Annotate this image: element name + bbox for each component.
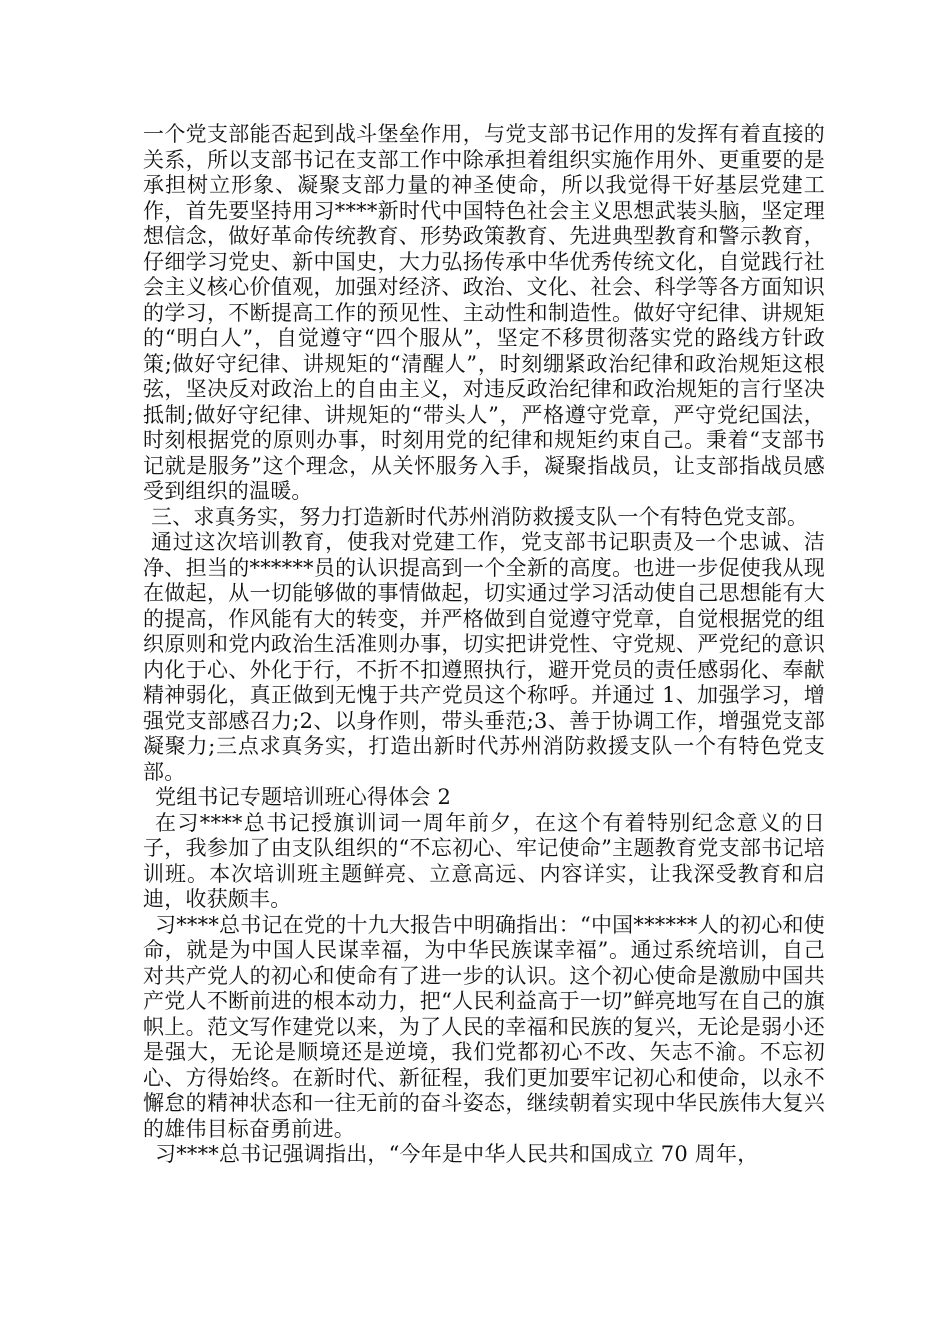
document-body [143, 122, 825, 1168]
paragraph-original-mission: 习****总书记在党的十九大报告中明确指出：“中国******人的初心和使命，就是为中国人民谋幸福，为中华民族谋幸福”。通过系统培训，自己对共产党人的初心和使命有了进一步的认识。这个初心使命是激励中国共产党人不断前进的根本动力，把“人民利益高于一切”鲜亮地写在自己的旗帜上。范文写作建党以来，为了人民的幸福和民族的复兴，无论是弱小还是强大，无论是顺境还是逆境，我们党都初心不改、矢志不渝。不忘初心、方得始终。在新时代、新征程，我们更加要牢记初心和使命，以永不懈怠的精神状态和一往无前的奋斗姿态，继续朝着实现中华民族伟大复兴的雄伟目标奋勇前进。 [143, 912, 825, 1141]
paragraph-training-intro: 在习****总书记授旗训词一周年前夕，在这个有着特别纪念意义的日子，我参加了由支队组织的“不忘初心、牢记使命”主题教育党支部书记培训班。本次培训班主题鲜亮、立意高远、内容详实，让我深受教育和启迪，收获颇丰。 [143, 810, 825, 911]
paragraph-70th-anniversary: 习****总书记强调指出，“今年是中华人民共和国成立 70 周年， [155, 1142, 759, 1166]
paragraph-party-branch-role: 一个党支部能否起到战斗堡垒作用，与党支部书记作用的发挥有着直接的关系，所以支部书记在支部工作中除承担着组织实施作用外、更重要的是承担树立形象、凝聚支部力量的神圣使命，所以我觉得干好基层党建工作，首先要坚持用习****新时代中国特色社会主义思想武装头脑，坚定理想信念，做好革命传统教育、形势政策教育、先进典型教育和警示教育，仔细学习党史、新中国史，大力弘扬传承中华优秀传统文化，自觉践行社会主义核心价值观，加强对经济、政治、文化、社会、科学等各方面知识的学习，不断提高工作的预见性、主动性和制造性。做好守纪律、讲规矩的“明白人”，自觉遵守“四个服从”，坚定不移贯彻落实党的路线方针政策;做好守纪律、讲规矩的“清醒人”，时刻绷紧政治纪律和政治规矩这根弦，坚决反对政治上的自由主义，对违反政治纪律和政治规矩的言行坚决抵制;做好守纪律、讲规矩的“带头人”，严格遵守党章，严守党纪国法，时刻根据党的原则办事，时刻用党的纪律和规矩约束自己。秉着“支部书记就是服务”这个理念，从关怀服务入手，凝聚指战员，让支部指战员感受到组织的温暖。 [143, 122, 825, 503]
paragraph-section-three-heading: 三、求真务实，努力打造新时代苏州消防救援支队一个有特色党支部。 [151, 504, 809, 529]
paragraph-training-reflection: 通过这次培训教育，使我对党建工作，党支部书记职责及一个忠诚、洁净、担当的******员的认识提高到一个全新的高度。也进一步促使我从现在做起，从一切能够做的事情做起，切实通过学习活动使自己思想能有大的提高，作风能有大的转变，并严格做到自觉遵守党章，自觉根据党的组织原则和党内政治生活准则办事，切实把讲党性、守党规、严党纪的意识内化于心、外化于行，不折不扣遵照执行，避开党员的责任感弱化、奉献精神弱化，真正做到无愧于共产党员这个称呼。并通过 1、加强学习，增强党支部感召力;2、以身作则，带头垂范;3、善于协调工作，增强党支部凝聚力;三点求真务实，打造出新时代苏州消防救援支队一个有特色党支部。 [143, 530, 825, 784]
section-title-experience-2: 党组书记专题培训班心得体会 2 [155, 785, 452, 809]
